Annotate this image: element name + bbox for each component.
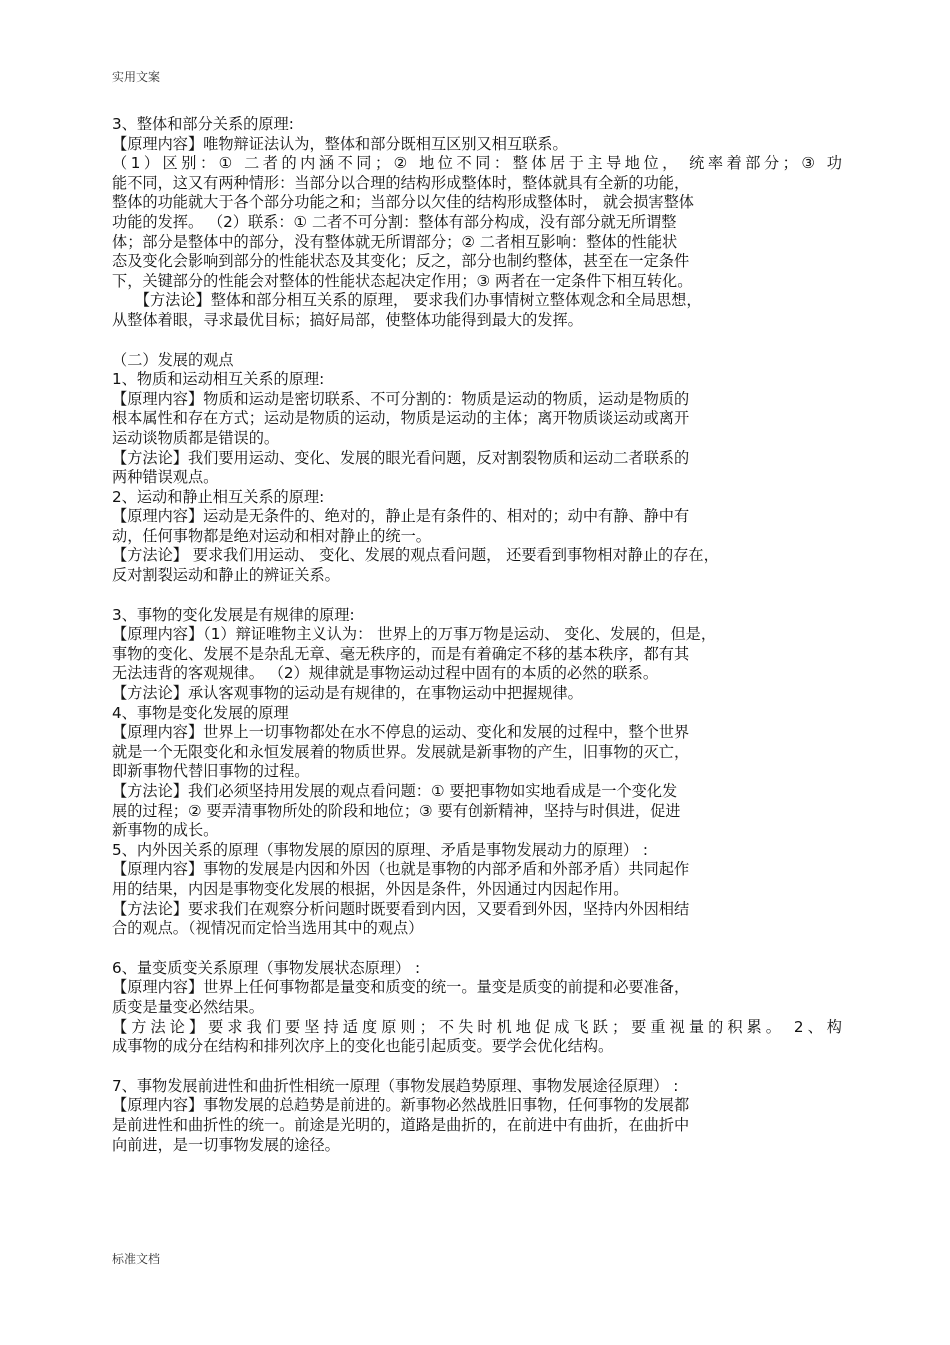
text-line: 7、事物发展前进性和曲折性相统一原理（事物发展趋势原理、事物发展途径原理） : [112, 1076, 679, 1095]
text-line: 【原理内容】事物发展的总趋势是前进的。新事物必然战胜旧事物，任何事物的发展都 [112, 1096, 690, 1115]
text-line: 运动谈物质都是错误的。 [112, 428, 280, 447]
text-line: 合的观点。（视情况而定恰当选用其中的观点） [112, 919, 424, 938]
text-line: 是前进性和曲折性的统一。前途是光明的，道路是曲折的，在前进中有曲折，在曲折中 [112, 1115, 690, 1134]
text-line: 两种错误观点。 [112, 468, 219, 487]
text-line: 6、量变质变关系原理（事物发展状态原理） : [112, 958, 421, 977]
text-line: 【原理内容】物质和运动是密切联系、不可分割的：物质是运动的物质，运动是物质的 [112, 389, 690, 408]
text-line: 【原理内容】唯物辩证法认为，整体和部分既相互区别又相互联系。 [112, 134, 568, 153]
text-line: 【方法论】整体和部分相互关系的原理， 要求我们办事情树立整体观念和全局思想， [112, 291, 702, 310]
text-line: 事物的变化、发展不是杂乱无章、毫无秩序的，而是有着确定不移的基本秩序，都有其 [112, 644, 690, 663]
text-line: 成事物的成分在结构和排列次序上的变化也能引起质变。要学会优化结构。 [112, 1037, 614, 1056]
text-line: 【方法论】承认客观事物的运动是有规律的，在事物运动中把握规律。 [112, 684, 583, 703]
paragraph-gap [112, 1057, 842, 1077]
text-line: 能不同，这又有两种情形：当部分以合理的结构形成整体时，整体就具有全新的功能， [112, 173, 690, 192]
paragraph-gap [112, 331, 842, 351]
text-line: 【原理内容】世界上任何事物都是量变和质变的统一。量变是质变的前提和必要准备， [112, 978, 690, 997]
page-footer-label: 标准文档 [112, 1252, 161, 1266]
text-line: 整体的功能就大于各个部分功能之和；当部分以欠佳的结构形成整体时， 就会损害整体 [112, 193, 694, 212]
text-line: 从整体着眼，寻求最优目标；搞好局部，使整体功能得到最大的发挥。 [112, 310, 583, 329]
text-line: 2、运动和静止相互关系的原理: [112, 487, 325, 506]
text-line: 新事物的成长。 [112, 821, 219, 840]
text-line: 动，任何事物都是绝对运动和相对静止的统一。 [112, 526, 431, 545]
text-line: 下，关键部分的性能会对整体的性能状态起决定作用；③ 两者在一定条件下相互转化。 [112, 271, 693, 290]
text-line: 4、事物是变化发展的原理 [112, 703, 289, 722]
page-header-label: 实用文案 [112, 70, 161, 84]
text-line: 功能的发挥。 （2）联系：① 二者不可分割：整体有部分构成，没有部分就无所谓整 [112, 212, 677, 231]
text-line: 体；部分是整体中的部分，没有整体就无所谓部分；② 二者相互影响：整体的性能状 [112, 232, 678, 251]
text-line: 【方法论】要求我们要坚持适度原则；不失时机地促成飞跃；要重视量的积累。 2、构 [112, 1017, 842, 1036]
text-line: 【方法论】我们必须坚持用发展的观点看问题：① 要把事物如实地看成是一个变化发 [112, 782, 678, 800]
paragraph-gap [112, 586, 842, 606]
text-line: 【方法论】 要求我们用运动、 变化、发展的观点看问题， 还要看到事物相对静止的存在， [112, 546, 719, 565]
text-line: 质变是量变必然结果。 [112, 997, 264, 1016]
text-line: 即新事物代替旧事物的过程。 [112, 762, 310, 781]
text-line: 【方法论】我们要用运动、变化、发展的眼光看问题，反对割裂物质和运动二者联系的 [112, 448, 690, 467]
text-line: 3、事物的变化发展是有规律的原理: [112, 605, 355, 624]
document-body [112, 115, 842, 1155]
text-line: 就是一个无限变化和永恒发展着的物质世界。发展就是新事物的产生，旧事物的灭亡， [112, 742, 690, 761]
text-line: 向前进，是一切事物发展的途径。 [112, 1135, 340, 1154]
text-line: 反对割裂运动和静止的辨证关系。 [112, 566, 340, 585]
text-line: 【原理内容】运动是无条件的、绝对的，静止是有条件的、相对的；动中有静、静中有 [112, 507, 690, 526]
text-line: 【原理内容】（1）辩证唯物主义认为： 世界上的万事万物是运动、 变化、发展的，但是， [112, 625, 717, 644]
text-line: （二）发展的观点 [112, 350, 234, 369]
paragraph-gap [112, 939, 842, 959]
text-line: 态及变化会影响到部分的性能状态及其变化；反之，部分也制约整体，甚至在一定条件 [112, 252, 690, 271]
text-line: 用的结果，内因是事物变化发展的根据，外因是条件，外因通过内因起作用。 [112, 879, 629, 898]
text-line: （1）区别：① 二者的内涵不同；② 地位不同：整体居于主导地位， 统率着部分；③ 功 [112, 154, 842, 173]
text-line: 无法违背的客观规律。 （2）规律就是事物运动过程中固有的本质的必然的联系。 [112, 664, 659, 683]
text-line: 5、内外因关系的原理（事物发展的原因的原理、矛盾是事物发展动力的原理） : [112, 840, 648, 859]
text-line: 【原理内容】事物的发展是内因和外因（也就是事物的内部矛盾和外部矛盾）共同起作 [112, 860, 690, 879]
text-line: 【原理内容】世界上一切事物都处在水不停息的运动、变化和发展的过程中，整个世界 [112, 723, 690, 742]
text-line: 1、物质和运动相互关系的原理: [112, 370, 325, 389]
text-line: 根本属性和存在方式；运动是物质的运动，物质是运动的主体；离开物质谈运动或离开 [112, 409, 690, 428]
text-line: 展的过程；② 要弄清事物所处的阶段和地位；③ 要有创新精神，坚持与时俱进，促进 [112, 801, 681, 820]
text-line: 3、整体和部分关系的原理: [112, 115, 294, 133]
text-line: 【方法论】要求我们在观察分析问题时既要看到内因，又要看到外因，坚持内外因相结 [112, 899, 690, 918]
